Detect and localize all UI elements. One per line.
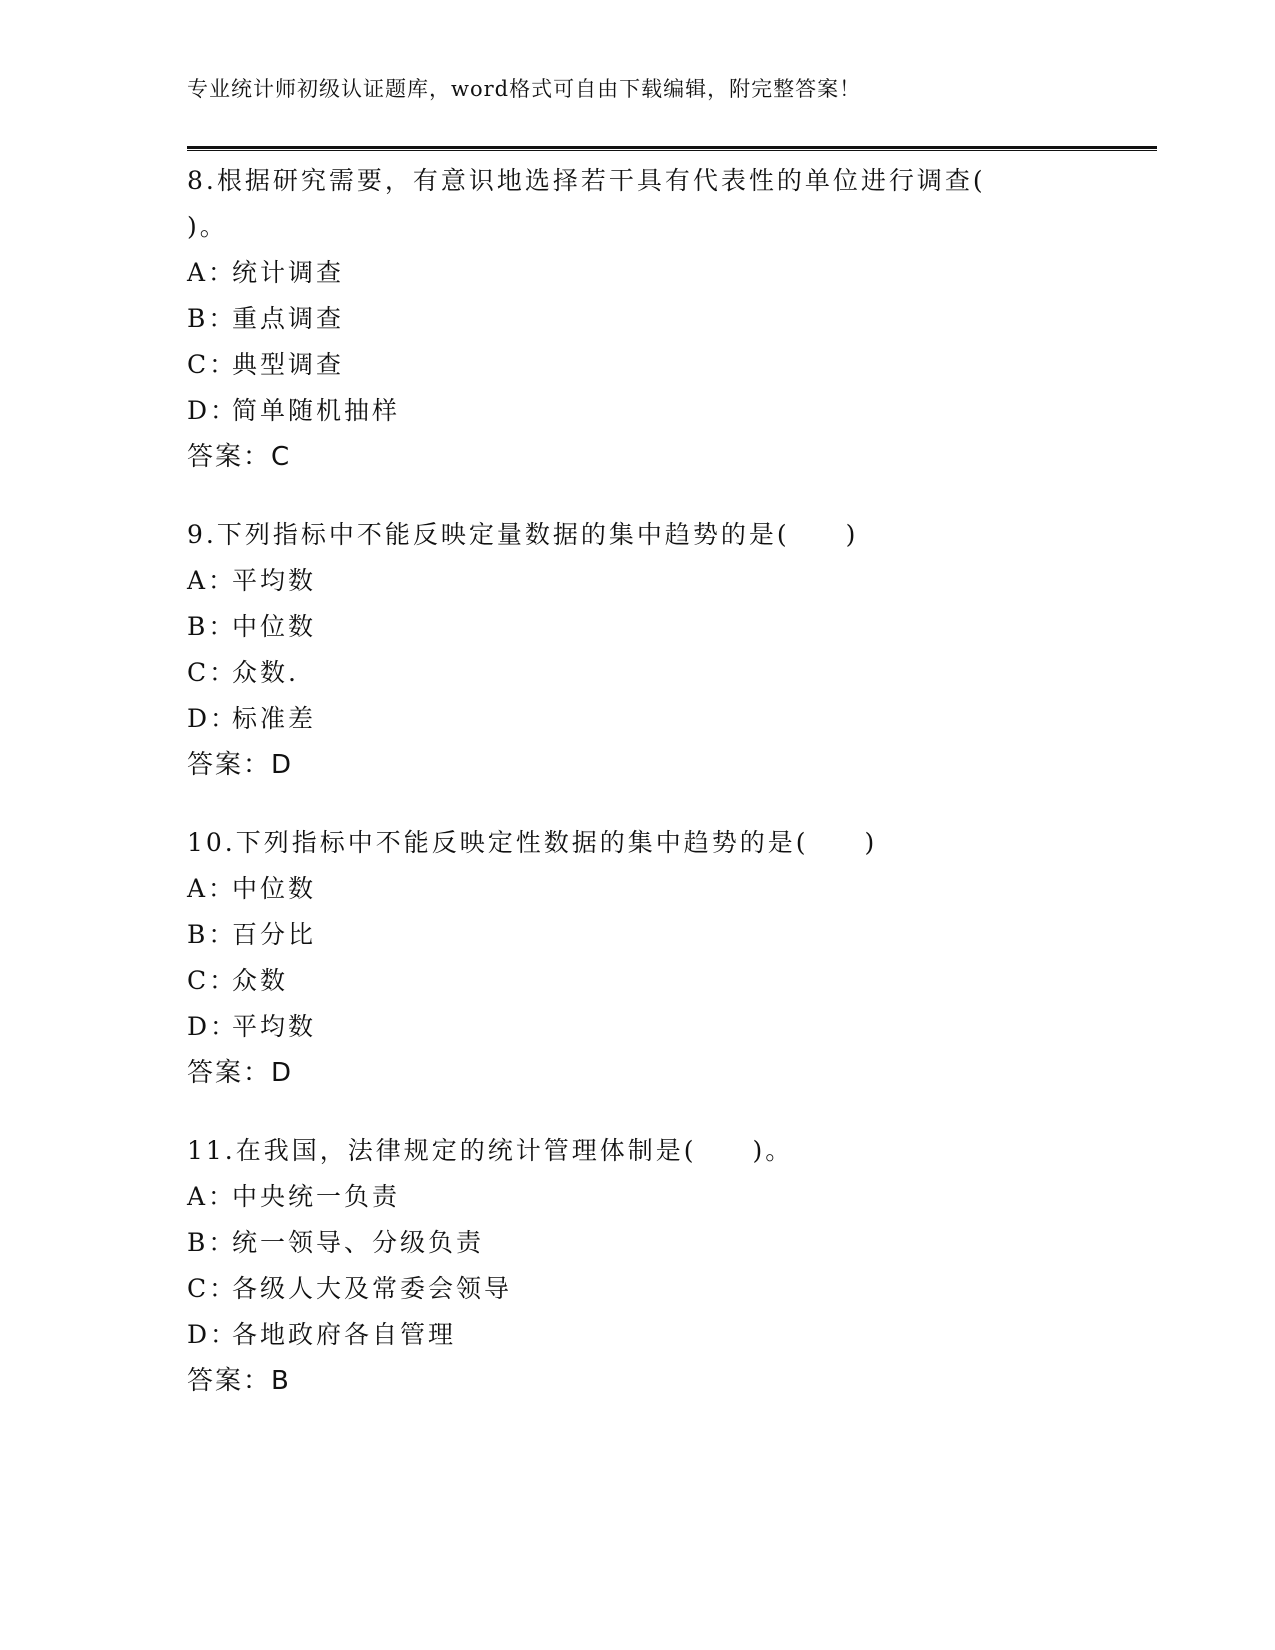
- option-text: 简单随机抽样: [232, 396, 401, 425]
- option-c: [187, 958, 1087, 1004]
- option-d: [187, 696, 1087, 742]
- option-text: 众数: [232, 966, 289, 995]
- option-b: [187, 912, 1087, 958]
- option-key: B：: [187, 1228, 237, 1257]
- question-text: 11.在我国，法律规定的统计管理体制是( )。: [187, 1136, 794, 1165]
- page-header: 专业统计师初级认证题库，word格式可自由下载编辑，附完整答案！: [187, 77, 862, 101]
- option-key: D：: [187, 1320, 239, 1349]
- header-divider: [187, 146, 1157, 151]
- option-key: A：: [187, 258, 237, 287]
- option-b: [187, 296, 1087, 342]
- option-b: [187, 1220, 1087, 1266]
- option-text: 平均数: [232, 566, 317, 595]
- option-key: D：: [187, 396, 239, 425]
- option-text: 各级人大及常委会领导: [232, 1274, 513, 1303]
- question-text: 10.下列指标中不能反映定性数据的集中趋势的是( ): [187, 828, 878, 857]
- answer-line: 答案：D: [187, 750, 294, 780]
- option-key: C：: [187, 658, 238, 687]
- option-key: D：: [187, 1012, 239, 1041]
- option-key: B：: [187, 304, 237, 333]
- option-a: [187, 250, 1087, 296]
- question-text: 8.根据研究需要，有意识地选择若干具有代表性的单位进行调查( )。: [187, 166, 986, 241]
- option-key: C：: [187, 350, 238, 379]
- option-text: 众数.: [232, 658, 299, 687]
- option-d: [187, 1004, 1087, 1050]
- option-key: B：: [187, 612, 237, 641]
- option-a: [187, 1174, 1087, 1220]
- option-b: [187, 604, 1087, 650]
- option-c: [187, 1266, 1087, 1312]
- option-key: C：: [187, 1274, 238, 1303]
- option-a: [187, 558, 1087, 604]
- question-10: [187, 820, 1087, 1096]
- option-d: [187, 1312, 1087, 1358]
- option-key: B：: [187, 920, 237, 949]
- option-text: 百分比: [232, 920, 317, 949]
- option-key: C：: [187, 966, 238, 995]
- option-c: [187, 342, 1087, 388]
- option-text: 重点调查: [232, 304, 345, 333]
- question-text: 9.下列指标中不能反映定量数据的集中趋势的是( ): [187, 520, 859, 549]
- question-11: [187, 1128, 1087, 1404]
- answer-line: 答案：D: [187, 1058, 294, 1088]
- option-text: 中位数: [232, 874, 317, 903]
- option-text: 典型调查: [232, 350, 345, 379]
- answer-line: 答案：C: [187, 442, 292, 472]
- option-key: A：: [187, 874, 237, 903]
- option-key: A：: [187, 1182, 237, 1211]
- option-text: 中位数: [232, 612, 317, 641]
- question-8: [187, 158, 1087, 480]
- option-c: [187, 650, 1087, 696]
- option-d: [187, 388, 1087, 434]
- option-text: 标准差: [232, 704, 317, 733]
- option-text: 各地政府各自管理: [232, 1320, 457, 1349]
- option-text: 中央统一负责: [232, 1182, 401, 1211]
- option-key: A：: [187, 566, 237, 595]
- option-text: 统一领导、分级负责: [232, 1228, 485, 1257]
- option-a: [187, 866, 1087, 912]
- option-key: D：: [187, 704, 239, 733]
- question-list: [187, 158, 1087, 1436]
- option-text: 统计调查: [232, 258, 345, 287]
- option-text: 平均数: [232, 1012, 317, 1041]
- question-9: [187, 512, 1087, 788]
- answer-line: 答案：B: [187, 1366, 291, 1396]
